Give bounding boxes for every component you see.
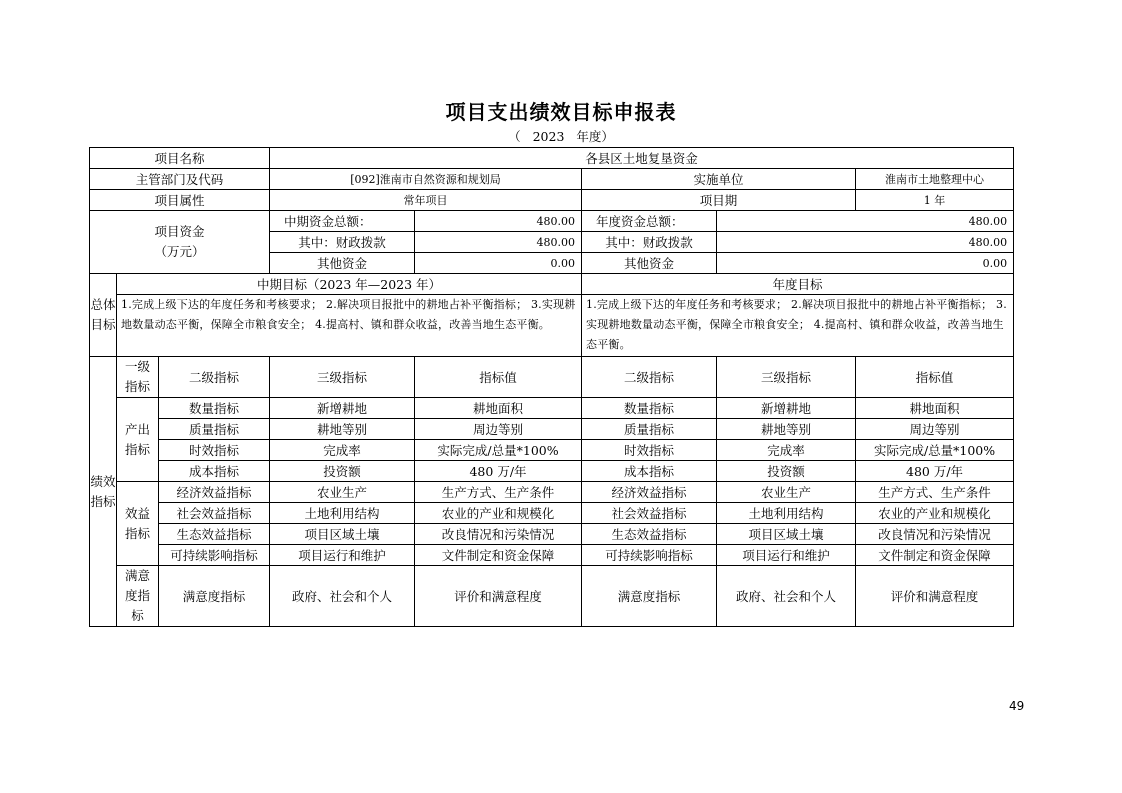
fund-unit-text: （万元） bbox=[154, 244, 205, 259]
mid-fiscal-label: 其中：财政拨款 bbox=[270, 232, 415, 253]
mid-total-label: 中期资金总额： bbox=[270, 211, 415, 232]
row-goal-text bbox=[90, 295, 1014, 357]
indicator-cell: 农业的产业和规模化 bbox=[415, 503, 582, 524]
indicator-cell: 评价和满意程度 bbox=[415, 566, 582, 627]
level1-satisfaction: 满意度指标 bbox=[117, 566, 159, 627]
mid-total-value: 480.00 bbox=[415, 211, 582, 232]
indicator-cell: 生产方式、生产条件 bbox=[415, 482, 582, 503]
annual-fiscal-value: 480.00 bbox=[717, 232, 1014, 253]
indicator-cell: 可持续影响指标 bbox=[159, 545, 270, 566]
row-attribute bbox=[90, 190, 1014, 211]
row-indicator-headers bbox=[90, 357, 1014, 398]
fund-label-text: 项目资金 bbox=[154, 224, 205, 239]
indicator-cell: 实际完成/总量*100% bbox=[415, 440, 582, 461]
row-dept bbox=[90, 169, 1014, 190]
attribute-label: 项目属性 bbox=[90, 190, 270, 211]
indicator-cell: 新增耕地 bbox=[717, 398, 856, 419]
indicator-cell: 经济效益指标 bbox=[159, 482, 270, 503]
indicator-cell: 数量指标 bbox=[159, 398, 270, 419]
mid-other-label: 其他资金 bbox=[270, 253, 415, 274]
year-line bbox=[0, 127, 1122, 145]
indicator-cell: 农业生产 bbox=[270, 482, 415, 503]
project-name-label: 项目名称 bbox=[90, 148, 270, 169]
row-fund-total bbox=[90, 211, 1014, 232]
year-value: 2023 bbox=[532, 129, 565, 144]
header-level2-mid: 二级指标 bbox=[159, 357, 270, 398]
header-level2-annual: 二级指标 bbox=[582, 357, 717, 398]
indicator-cell: 完成率 bbox=[717, 440, 856, 461]
row-goal-headers bbox=[90, 274, 1014, 295]
indicator-cell: 生态效益指标 bbox=[582, 524, 717, 545]
indicator-cell: 周边等别 bbox=[415, 419, 582, 440]
indicator-row bbox=[90, 566, 1014, 627]
indicator-cell: 投资额 bbox=[270, 461, 415, 482]
annual-total-label: 年度资金总额： bbox=[582, 211, 717, 232]
indicator-cell: 480 万/年 bbox=[856, 461, 1014, 482]
indicator-cell: 文件制定和资金保障 bbox=[415, 545, 582, 566]
annual-fiscal-label: 其中：财政拨款 bbox=[582, 232, 717, 253]
indicator-cell: 文件制定和资金保障 bbox=[856, 545, 1014, 566]
indicator-cell: 政府、社会和个人 bbox=[270, 566, 415, 627]
document-title: 项目支出绩效目标申报表 bbox=[445, 100, 677, 124]
indicator-cell: 时效指标 bbox=[582, 440, 717, 461]
row-project-name bbox=[90, 148, 1014, 169]
indicator-cell: 480 万/年 bbox=[415, 461, 582, 482]
level1-output: 产出指标 bbox=[117, 398, 159, 482]
indicator-row bbox=[90, 545, 1014, 566]
indicator-cell: 经济效益指标 bbox=[582, 482, 717, 503]
year-open: （ bbox=[508, 129, 521, 144]
indicator-row bbox=[90, 524, 1014, 545]
indicator-cell: 项目区域土壤 bbox=[270, 524, 415, 545]
indicator-cell: 社会效益指标 bbox=[159, 503, 270, 524]
mid-goal-header: 中期目标（2023 年—2023 年） bbox=[117, 274, 582, 295]
period-value: 1 年 bbox=[856, 190, 1014, 211]
mid-other-value: 0.00 bbox=[415, 253, 582, 274]
indicator-row bbox=[90, 503, 1014, 524]
fund-label bbox=[90, 211, 270, 274]
indicator-cell: 项目运行和维护 bbox=[270, 545, 415, 566]
header-value-annual: 指标值 bbox=[856, 357, 1014, 398]
impl-unit-value: 淮南市土地整理中心 bbox=[856, 169, 1014, 190]
indicator-cell: 生态效益指标 bbox=[159, 524, 270, 545]
overall-goal-label: 总体目标 bbox=[90, 274, 117, 357]
indicator-cell: 满意度指标 bbox=[582, 566, 717, 627]
indicator-cell: 社会效益指标 bbox=[582, 503, 717, 524]
page-number: 49 bbox=[1009, 699, 1025, 713]
indicator-cell: 时效指标 bbox=[159, 440, 270, 461]
indicator-cell: 实际完成/总量*100% bbox=[856, 440, 1014, 461]
header-level1: 一级指标 bbox=[117, 357, 159, 398]
indicator-row bbox=[90, 419, 1014, 440]
indicator-cell: 耕地等别 bbox=[717, 419, 856, 440]
indicator-cell: 满意度指标 bbox=[159, 566, 270, 627]
indicator-cell: 质量指标 bbox=[159, 419, 270, 440]
indicator-cell: 耕地面积 bbox=[415, 398, 582, 419]
indicator-cell: 农业的产业和规模化 bbox=[856, 503, 1014, 524]
header-level3-annual: 三级指标 bbox=[717, 357, 856, 398]
header-level3-mid: 三级指标 bbox=[270, 357, 415, 398]
indicator-row bbox=[90, 461, 1014, 482]
indicator-cell: 改良情况和污染情况 bbox=[856, 524, 1014, 545]
year-suffix: 年度） bbox=[576, 129, 614, 144]
indicator-cell: 周边等别 bbox=[856, 419, 1014, 440]
annual-goal-text: 1.完成上级下达的年度任务和考核要求； 2.解决项目报批中的耕地占补平衡指标； 3.实现耕地数量动态平衡，保障全市粮食安全； 4.提高村、镇和群众收益，改善当地生态平衡。 bbox=[582, 295, 1014, 357]
indicator-row bbox=[90, 398, 1014, 419]
indicator-cell: 政府、社会和个人 bbox=[717, 566, 856, 627]
project-name-value: 各县区土地复垦资金 bbox=[270, 148, 1014, 169]
period-label: 项目期 bbox=[582, 190, 856, 211]
indicator-cell: 数量指标 bbox=[582, 398, 717, 419]
mid-goal-text: 1.完成上级下达的年度任务和考核要求； 2.解决项目报批中的耕地占补平衡指标； 3.实现耕地数量动态平衡，保障全市粮食安全； 4.提高村、镇和群众收益，改善当地生态平衡。 bbox=[117, 295, 582, 357]
indicator-cell: 耕地面积 bbox=[856, 398, 1014, 419]
perf-indicator-label: 绩效指标 bbox=[90, 357, 117, 627]
performance-target-table bbox=[89, 147, 1014, 627]
indicator-cell: 土地利用结构 bbox=[717, 503, 856, 524]
annual-other-value: 0.00 bbox=[717, 253, 1014, 274]
indicator-cell: 评价和满意程度 bbox=[856, 566, 1014, 627]
indicator-cell: 质量指标 bbox=[582, 419, 717, 440]
indicator-cell: 完成率 bbox=[270, 440, 415, 461]
indicator-cell: 新增耕地 bbox=[270, 398, 415, 419]
indicator-cell: 生产方式、生产条件 bbox=[856, 482, 1014, 503]
level1-benefit: 效益指标 bbox=[117, 482, 159, 566]
indicator-cell: 可持续影响指标 bbox=[582, 545, 717, 566]
indicator-row bbox=[90, 482, 1014, 503]
header-value-mid: 指标值 bbox=[415, 357, 582, 398]
dept-code-label: 主管部门及代码 bbox=[90, 169, 270, 190]
indicator-cell: 改良情况和污染情况 bbox=[415, 524, 582, 545]
indicator-cell: 成本指标 bbox=[159, 461, 270, 482]
indicator-cell: 土地利用结构 bbox=[270, 503, 415, 524]
impl-unit-label: 实施单位 bbox=[582, 169, 856, 190]
dept-code-value: [092]淮南市自然资源和规划局 bbox=[270, 169, 582, 190]
indicator-cell: 投资额 bbox=[717, 461, 856, 482]
indicator-cell: 项目运行和维护 bbox=[717, 545, 856, 566]
annual-goal-header: 年度目标 bbox=[582, 274, 1014, 295]
indicator-cell: 项目区域土壤 bbox=[717, 524, 856, 545]
annual-total-value: 480.00 bbox=[717, 211, 1014, 232]
attribute-value: 常年项目 bbox=[270, 190, 582, 211]
indicator-cell: 成本指标 bbox=[582, 461, 717, 482]
mid-fiscal-value: 480.00 bbox=[415, 232, 582, 253]
annual-other-label: 其他资金 bbox=[582, 253, 717, 274]
indicator-cell: 耕地等别 bbox=[270, 419, 415, 440]
indicator-cell: 农业生产 bbox=[717, 482, 856, 503]
indicator-row bbox=[90, 440, 1014, 461]
